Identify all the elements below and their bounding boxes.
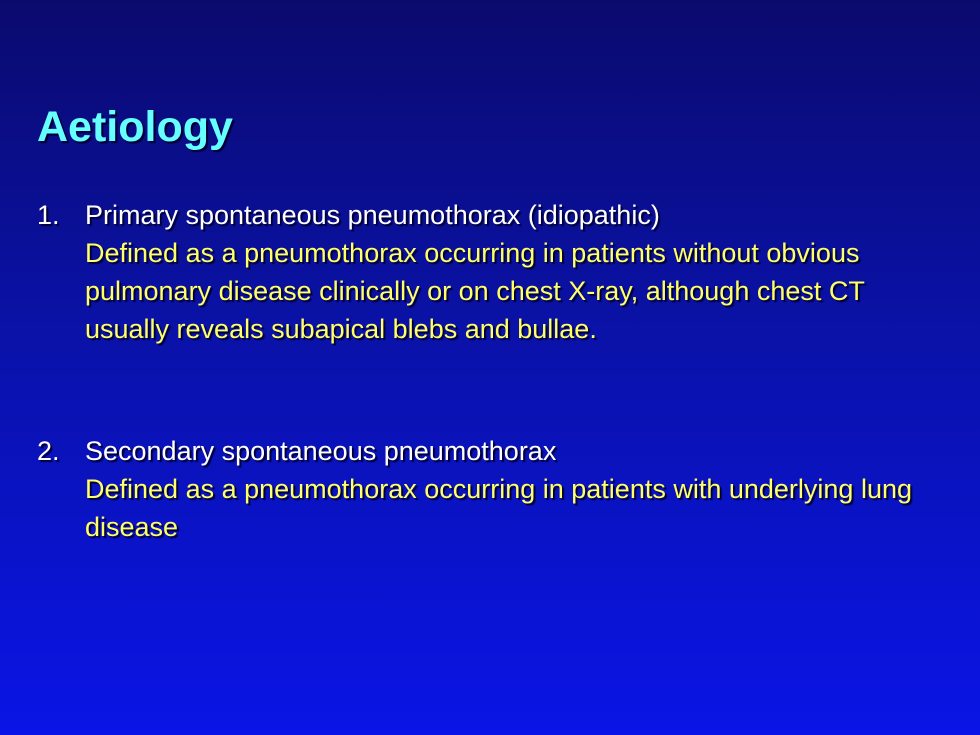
item-description: Defined as a pneumothorax occurring in patients with underlying lung disease [85,474,912,542]
item-heading [37,432,915,470]
item-heading-text: Primary spontaneous pneumothorax (idiopathic) [85,200,660,230]
list-item-secondary [37,432,915,546]
slide-title: Aetiology [37,103,233,151]
item-number: 2. [37,436,60,466]
item-number: 1. [37,200,60,230]
list-item-primary [37,196,915,348]
item-heading [37,196,915,234]
item-description: Defined as a pneumothorax occurring in patients without obvious pulmonary disease clinically or on chest X-ray, although chest CT usually reveals subapical blebs and bullae. [85,238,865,344]
item-heading-text: Secondary spontaneous pneumothorax [85,436,557,466]
